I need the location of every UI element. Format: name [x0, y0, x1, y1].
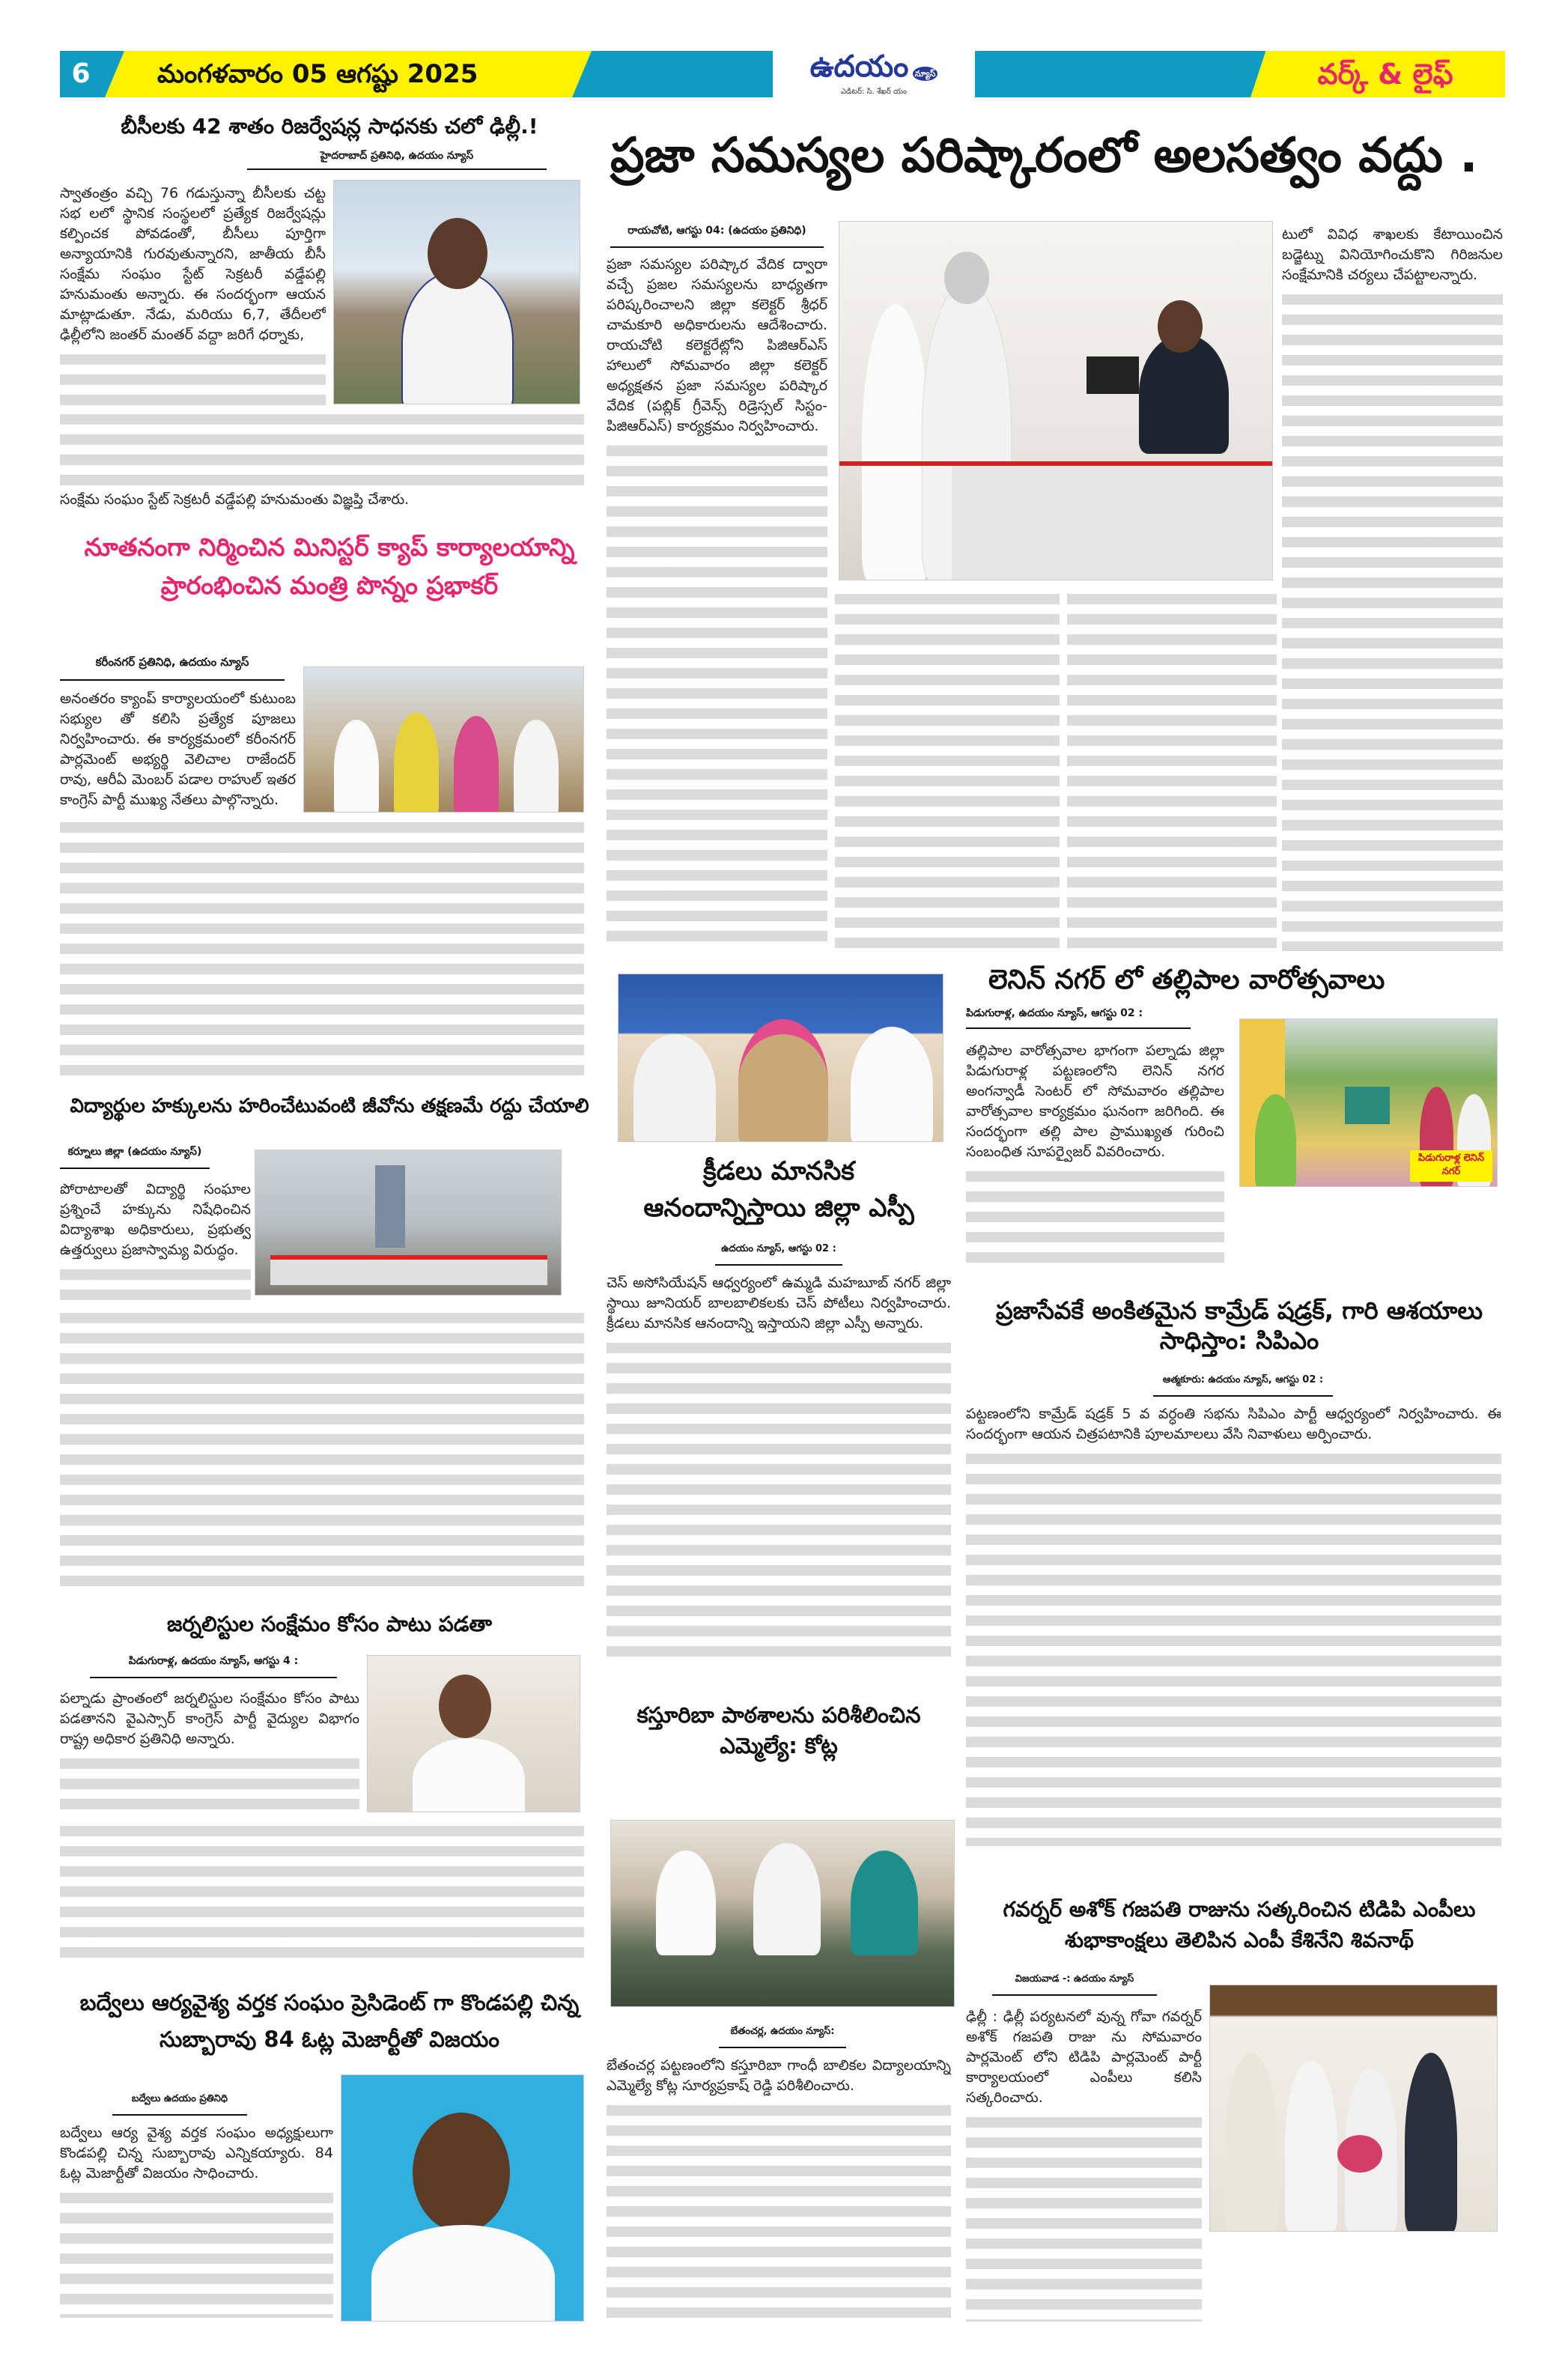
headline-lenin-nagar: లెనిన్ నగర్ లో తల్లిపాల వారోత్సవాలు — [988, 965, 1385, 995]
photo-governor-felicitation — [1209, 1985, 1498, 2232]
text-continuation — [966, 2111, 1202, 2322]
article-text: బేతంచర్ల పట్టణంలోని కస్తూరిబా గాంధీ బాలికల విద్యాలయాన్ని ఎమ్మెల్యే కోట్ల సూర్యప్రకాష్ రెడ్డి పరిశీలించారు. — [607, 2057, 951, 2094]
byline-vijayawada: విజయవాడ -: ఉదయం న్యూస్ — [992, 1973, 1157, 1996]
page-number: 6 — [71, 58, 91, 89]
text-continuation — [966, 1165, 1224, 1266]
photo-kondapalli-subbarao — [341, 2074, 584, 2322]
byline-rayachoti: రాయచోటి, ఆగస్టు 04: (ఉదయం ప్రతినిధి) — [610, 225, 824, 248]
photo-collector-grievance — [839, 221, 1273, 580]
main-story-text: టులో వివిధ శాఖలకు కేటాయించిన బడ్జెట్ను వినియోగించుకొని గిరిజనుల సంక్షేమానికి చర్యలు చేపట్టాలన్నారు. — [1282, 226, 1503, 283]
text-continuation — [607, 2099, 951, 2322]
article-text: బద్వేలు ఆర్య వైశ్య వర్తక సంఘం అధ్యక్షులుగా కొండపల్లి చిన్న సుబ్బారావు ఎన్నికయ్యారు. 84 ఓట్ల మెజార్టీతో విజయం సాధించారు. — [60, 2125, 333, 2182]
article-body-sports — [607, 1273, 951, 1666]
photo-kasturiba-school — [610, 1820, 955, 2007]
article-text: పోరాటాలతో విద్యార్థి సంఘాల ప్రశ్నించే హక్కును నిషేధించిన విద్యాశాఖ అధికారులు, ప్రభుత్వ ఉత్తర్వులు ప్రజాస్వామ్య విరుద్ధం. — [60, 1181, 251, 1258]
text-continuation — [60, 408, 584, 490]
text-continuation — [60, 1263, 251, 1303]
article-text: ఢిల్లీ : ఢిల్లీ పర్యటనలో వున్న గోవా గవర్నర్ అశోక్ గజపతి రాజు ను సోమవారం పార్లమెంట్ లోని టిడిపి పార్లమెంట్ పార్టీ కార్యాలయంలో ఎంపీలు కలిసి సత్కరించారు. — [966, 2009, 1202, 2106]
photo-caption-lenin-nagar: పిడుగురాళ్ల లెనిన్ నగర్ — [1410, 1150, 1492, 1182]
text-continuation — [60, 1752, 359, 1816]
byline-pidugurala: పిడుగురాళ్ల, ఉదయం న్యూస్, ఆగస్టు 4 : — [90, 1655, 337, 1678]
headline-students-go: విద్యార్థుల హక్కులను హరించేటువంటి జీవోను తక్షణమే రద్దు చేయాలి — [70, 1095, 589, 1117]
text-continuation — [60, 1820, 584, 1962]
text-continuation — [60, 348, 326, 408]
headline-sports-sp: క్రీడలు మానసిక ఆనందాన్నిస్తాయి జిల్లా ఎస్పీ — [643, 1156, 914, 1224]
article-body-governor — [966, 2007, 1202, 2322]
article-body-bc-cont — [60, 408, 584, 513]
text-continuation — [966, 1448, 1501, 1846]
article-body-minister-cont — [60, 816, 584, 1078]
article-text: చెస్ అసోసియేషన్ ఆధ్వర్యంలో ఉమ్మడి మహబూబ్ నగర్ జిల్లా స్థాయి జూనియర్ బాలబాలికలకు చెస్ పోటీలు నిర్వహించారు. క్రీడలు మానసిక ఆనందాన్ని ఇస్తాయని జిల్లా ఎస్పీ అన్నారు. — [607, 1275, 951, 1332]
article-body-badvelu — [60, 2123, 333, 2318]
article-body-journalists-cont — [60, 1820, 584, 1962]
photo-bc-leader — [333, 180, 580, 404]
photo-speaker — [367, 1655, 580, 1812]
logo-text: ఉదయం — [809, 49, 909, 84]
editor-line: ఎడిటర్: సి. శేఖర్ యం — [840, 88, 908, 96]
byline-bc: హైదరాబాద్ ప్రతినిధి, ఉదయం న్యూస్ — [247, 150, 547, 170]
byline-atmakur: ఆత్మకూరు: ఉదయం న్యూస్, ఆగస్టు 02 : — [1153, 1374, 1333, 1397]
article-text: పల్నాడు ప్రాంతంలో జర్నలిస్టుల సంక్షేమం కోసం పాటు పడతానని వైఎస్సార్ కాంగ్రెస్ పార్టీ వైద్యుల విభాగం రాష్ట్ర అధికార ప్రతినిధి అన్నారు. — [60, 1690, 359, 1747]
main-story-col-2 — [835, 588, 1060, 951]
text-continuation — [60, 1307, 584, 1591]
photo-sp-chess-event — [618, 974, 943, 1142]
main-story-col-4 — [1282, 225, 1503, 951]
text-continuation — [835, 588, 1060, 951]
issue-date: మంగళవారం 05 ఆగష్టు 2025 — [157, 59, 478, 89]
article-body-students — [60, 1180, 251, 1303]
section-title: వర్క్ & లైఫ్ — [1317, 58, 1453, 91]
article-text: అనంతరం క్యాంప్ కార్యాలయంలో కుటుంబ సభ్యుల తో కలిసి ప్రత్యేక పూజలు నిర్వహించారు. ఈ కార్యక్రమంలో కరీంనగర్ పార్లమెంట్ అభ్యర్థి వెలిచాల రాజేందర్ రావు, ఆరీఏ మెంబర్ పడాల రాహుల్ ఇతర కాంగ్రెస్ పార్టీ ముఖ్య నేతలు పాల్గొన్నారు. — [60, 690, 296, 808]
article-body-minister — [60, 689, 296, 813]
article-text: తల్లిపాల వారోత్సవాల భాగంగా పల్నాడు జిల్లా పిడుగురాళ్ల పట్టణంలోని లెనిన్ నగర అంగన్వాడీ సెంటర్ లో సోమవారం తల్లిపాల వారోత్సవాల కార్యక్రమం ఘనంగా జరిగింది. ఈ సందర్భంగా తల్లి పాల ప్రాముఖ్యత గురించి సంబంధిత సూపర్వైజర్ వివరించారు. — [966, 1042, 1224, 1160]
text-continuation — [1282, 288, 1503, 951]
text-continuation — [607, 1337, 951, 1666]
headline-badvelu-election: బద్వేలు ఆర్యవైశ్య వర్తక సంఘం ప్రెసిడెంట్ గా కొండపల్లి చిన్న సుబ్బారావు 84 ఓట్ల మెజార్టీతో విజయం — [79, 1990, 580, 2053]
text-continuation — [60, 2187, 333, 2318]
article-body-kasturiba — [607, 2056, 951, 2322]
byline-kurnool: కర్నూలు జిల్లా (ఉదయం న్యూస్) — [60, 1146, 210, 1169]
byline-badvelu: బద్వేలు ఉదయం ప్రతినిధి — [112, 2093, 247, 2116]
photo-breastfeeding-week — [1239, 1018, 1498, 1187]
article-body-bc — [60, 183, 326, 408]
logo-subtext: న్యూస్ — [913, 67, 938, 81]
article-body-journalists — [60, 1689, 359, 1816]
main-story-col-1 — [607, 255, 827, 951]
article-body-lenin-nagar — [966, 1041, 1224, 1266]
photo-minister-inauguration — [303, 667, 584, 813]
article-text: పట్టణంలోని కామ్రేడ్ షడ్రక్ 5 వ వర్ధంతి సభను సిపిఎం పార్టీ ఆధ్వర్యంలో నిర్వహించారు. ఈ సందర్భంగా ఆయన చిత్రపటానికి పూలమాలలు వేసి నివాళులు అర్పించారు. — [966, 1406, 1501, 1442]
photo-student-protest — [255, 1150, 562, 1296]
article-text: స్వాతంత్రం వచ్చి 76 గడుస్తున్నా బీసీలకు చట్ట సభ లలో స్థానిక సంస్థలలో ప్రత్యేక రిజర్వేషన్లు కల్పించక పోవడంతో, బీసీలు పూర్తిగా అన్యాయానికి గురవుతున్నారని, జాతీయ బీసీ సంక్షేమ సంఘం స్టేట్ సెక్రటరీ వడ్డేపల్లి హనుమంతు అన్నారు. ఈ సందర్భంగా ఆయన మాట్లాడుతూ. నేడు, మరియు 6,7, తేదీలలో ఢిల్లీలోని జంతర్ మంతర్ వద్దా జరిగే ధర్నాకు, — [60, 185, 326, 343]
article-body-cpm — [966, 1404, 1501, 1846]
logo — [773, 46, 975, 105]
text-continuation — [607, 440, 827, 951]
byline-karimnagar: కరీంనగర్ ప్రతినిధి, ఉదయం న్యూస్ — [60, 655, 285, 681]
headline-kasturiba: కస్తూరిబా పాఠశాలను పరిశీలించిన ఎమ్మెల్యే: కోట్ల — [636, 1702, 921, 1758]
article-closing-text: సంక్షేమ సంఘం స్టేట్ సెక్రటరీ వడ్డేపల్లి హనుమంతు విజ్ఞప్తి చేశారు. — [60, 491, 410, 508]
headline-governor-ashok: గవర్నర్ అశోక్ గజపతి రాజును సత్కరించిన టిడిపి ఎంపీలు శుభాకాంక్షలు తెలిపిన ఎంపీ కేశినేని శివనాథ్ — [1003, 1897, 1476, 1952]
byline-sports: ఉదయం న్యూస్, ఆగస్టు 02 : — [715, 1243, 842, 1266]
headline-minister-camp-office: నూతనంగా నిర్మించిన మినిస్టర్ క్యాప్ కార్యాలయాన్ని ప్రారంభించిన మంత్రి పొన్నం ప్రభాకర్ — [84, 532, 575, 601]
article-body-students-cont — [60, 1307, 584, 1591]
byline-betamcherla: బేతంచర్ల, ఉదయం న్యూస్: — [719, 2026, 846, 2048]
headline-bc-reservations: బీసీలకు 42 శాతం రిజర్వేషన్ల సాధనకు చలో ఢిల్లీ.! — [121, 114, 538, 139]
headline-journalists-welfare: జర్నలిస్టుల సంక్షేమం కోసం పాటు పడతా — [166, 1612, 493, 1636]
main-headline: ప్రజా సమస్యల పరిష్కారంలో అలసత్వం వద్దు . — [610, 128, 1478, 183]
main-story-text: ప్రజా సమస్యల పరిష్కార వేదిక ద్వారా వచ్చే ప్రజల సమస్యలను బాధ్యతగా పరిష్కరించాలని జిల్లా కలెక్టర్ శ్రీధర్ చామకూరి అధికారులను ఆదేశించారు. రాయచోటి కలెక్టరేట్లోని పిజిఆర్ఎస్ హాలులో సోమవారం జిల్లా కలెక్టర్ అధ్యక్షతన ప్రజా సమస్యల పరిష్కార వేదిక (పబ్లిక్ గ్రీవెన్స్ రిడ్రెస్సల్ సిస్టం- పిజిఆర్ఎస్) కార్యక్రమం నిర్వహించారు. — [607, 256, 827, 434]
text-continuation — [60, 816, 584, 1078]
main-story-col-3 — [1067, 588, 1277, 951]
text-continuation — [1067, 588, 1277, 951]
byline-lenin-nagar: పిడుగురాళ్ల, ఉదయం న్యూస్, ఆగస్టు 02 : — [966, 1007, 1191, 1029]
headline-cpm-shadrak: ప్రజాసేవకే అంకితమైన కామ్రేడ్ షడ్రక్, గారి ఆశయాలు సాధిస్తాం: సిపిఎం — [995, 1296, 1483, 1355]
